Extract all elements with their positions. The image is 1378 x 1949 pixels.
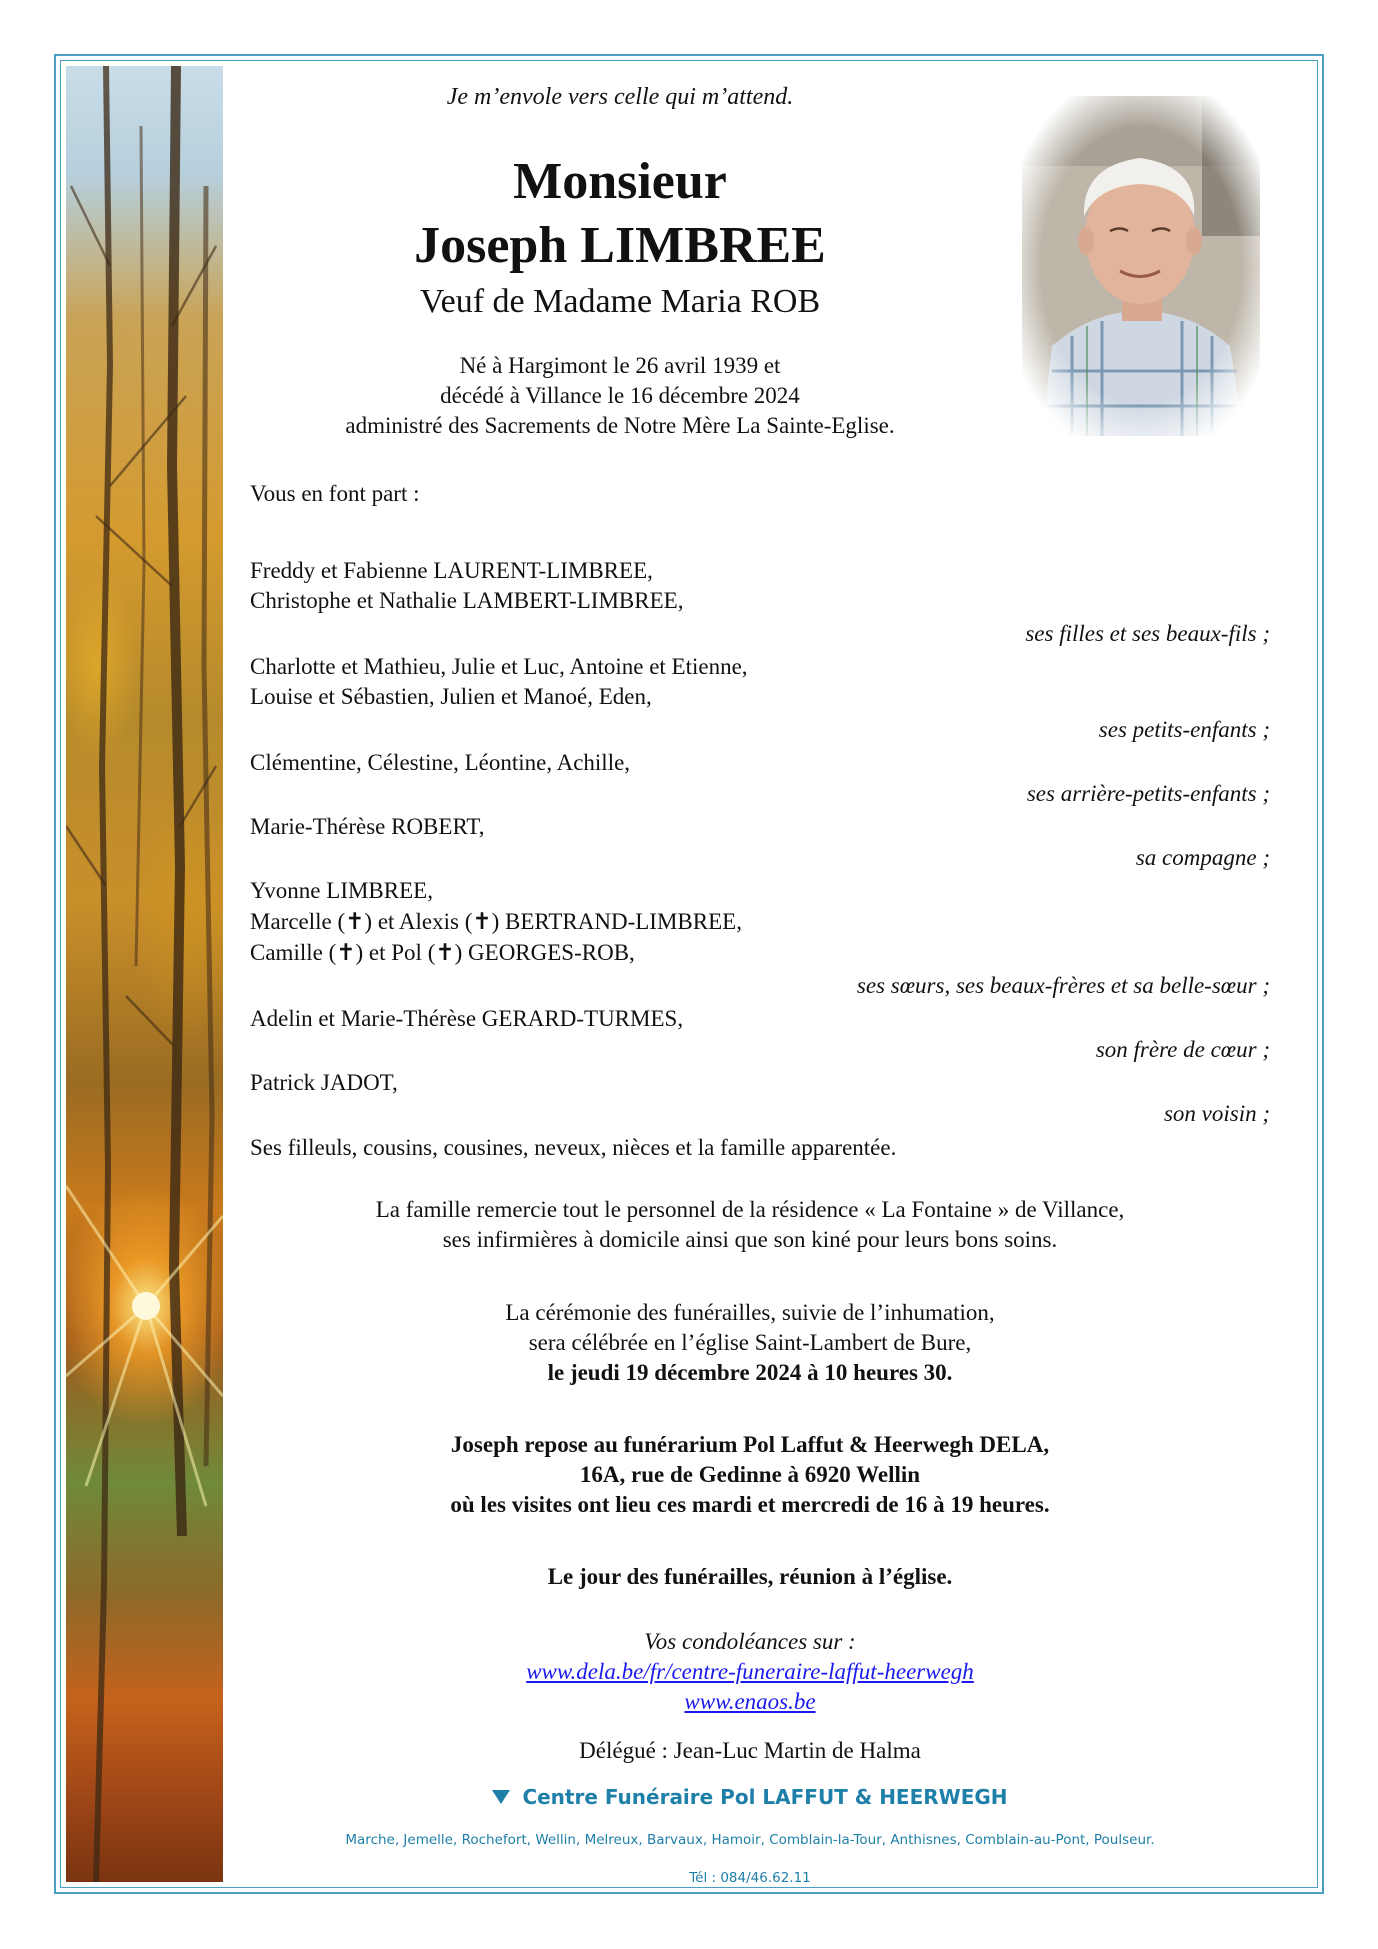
relation-label: ses arrière-petits-enfants ;	[1026, 781, 1270, 806]
family-line: Marcelle (✝) et Alexis (✝) BERTRAND-LIMBREE,	[250, 909, 742, 934]
family-line: Freddy et Fabienne LAURENT-LIMBREE,	[250, 558, 653, 583]
thanks-block	[240, 1195, 1260, 1255]
bio-line: Né à Hargimont le 26 avril 1939 et	[459, 353, 781, 378]
family-line: Marie-Thérèse ROBERT,	[250, 814, 485, 839]
thanks-line: ses infirmières à domicile ainsi que son kiné pour leurs bons soins.	[442, 1227, 1058, 1252]
delegate: Délégué : Jean-Luc Martin de Halma	[579, 1738, 921, 1763]
family-line: Adelin et Marie-Thérèse GERARD-TURMES,	[250, 1006, 684, 1031]
extended-family: Ses filleuls, cousins, cousines, neveux, nièces et la famille apparentée.	[250, 1135, 897, 1160]
relation-label: ses sœurs, ses beaux-frères et sa belle-sœur ;	[856, 973, 1270, 998]
salutation: Monsieur	[513, 153, 727, 210]
condolences-link-enaos[interactable]: www.enaos.be	[684, 1689, 816, 1714]
thanks-line: La famille remercie tout le personnel de la résidence « La Fontaine » de Villance,	[375, 1197, 1125, 1222]
visit-line: Joseph repose au funérarium Pol Laffut & Heerwegh DELA,	[450, 1432, 1050, 1457]
company-name	[240, 1785, 1260, 1809]
family-line: Christophe et Nathalie LAMBERT-LIMBREE,	[250, 588, 684, 613]
intro: Vous en font part :	[250, 481, 420, 506]
relation-label: son frère de cœur ;	[1095, 1037, 1270, 1062]
condolences-block	[240, 1627, 1260, 1717]
ceremony-date: le jeudi 19 décembre 2024 à 10 heures 30.	[547, 1360, 953, 1385]
relation-label: ses filles et ses beaux-fils ;	[1025, 621, 1270, 646]
ceremony-line: sera célébrée en l’église Saint-Lambert de Bure,	[528, 1330, 972, 1355]
family-line: Camille (✝) et Pol (✝) GEORGES-ROB,	[250, 940, 635, 965]
family-line: Charlotte et Mathieu, Julie et Luc, Antoine et Etienne,	[250, 654, 748, 679]
company-towns: Marche, Jemelle, Rochefort, Wellin, Melreux, Barvaux, Hamoir, Comblain-la-Tour, Anthisnes, Comblain-au-Pont, Poulseur.	[345, 1832, 1155, 1848]
autumn-forest-image	[66, 66, 223, 1882]
portrait-photo	[1022, 96, 1260, 436]
relation-label: son voisin ;	[1163, 1101, 1270, 1126]
company-name-text: Centre Funéraire Pol LAFFUT & HEERWEGH	[522, 1785, 1008, 1809]
family-line: Yvonne LIMBREE,	[250, 878, 433, 903]
bio-line: administré des Sacrements de Notre Mère La Sainte-Eglise.	[345, 413, 895, 438]
visit-block	[240, 1430, 1260, 1520]
ceremony-line: La cérémonie des funérailles, suivie de l’inhumation,	[505, 1300, 995, 1325]
ceremony-block	[240, 1298, 1260, 1388]
relation-label: ses petits-enfants ;	[1098, 717, 1270, 742]
condolences-link-dela[interactable]: www.dela.be/fr/centre-funeraire-laffut-heerwegh	[526, 1659, 974, 1684]
spouse-line: Veuf de Madame Maria ROB	[419, 283, 821, 320]
biography	[240, 351, 1000, 441]
deceased-name: Joseph LIMBREE	[414, 217, 826, 274]
family-line: Clémentine, Célestine, Léontine, Achille,	[250, 750, 631, 775]
motto: Je m’envole vers celle qui m’attend.	[446, 84, 794, 110]
visit-line: 16A, rue de Gedinne à 6920 Wellin	[579, 1462, 921, 1487]
family-line: Patrick JADOT,	[250, 1070, 398, 1095]
meeting-info: Le jour des funérailles, réunion à l’église.	[547, 1564, 953, 1589]
relation-label: sa compagne ;	[1135, 845, 1270, 870]
condolences-label: Vos condoléances sur :	[644, 1629, 856, 1654]
company-phone: Tél : 084/46.62.11	[689, 1870, 811, 1886]
visit-line: où les visites ont lieu ces mardi et mercredi de 16 à 19 heures.	[450, 1492, 1050, 1517]
triangle-down-icon	[492, 1790, 510, 1804]
family-line: Louise et Sébastien, Julien et Manoé, Eden,	[250, 684, 652, 709]
bio-line: décédé à Villance le 16 décembre 2024	[440, 383, 800, 408]
